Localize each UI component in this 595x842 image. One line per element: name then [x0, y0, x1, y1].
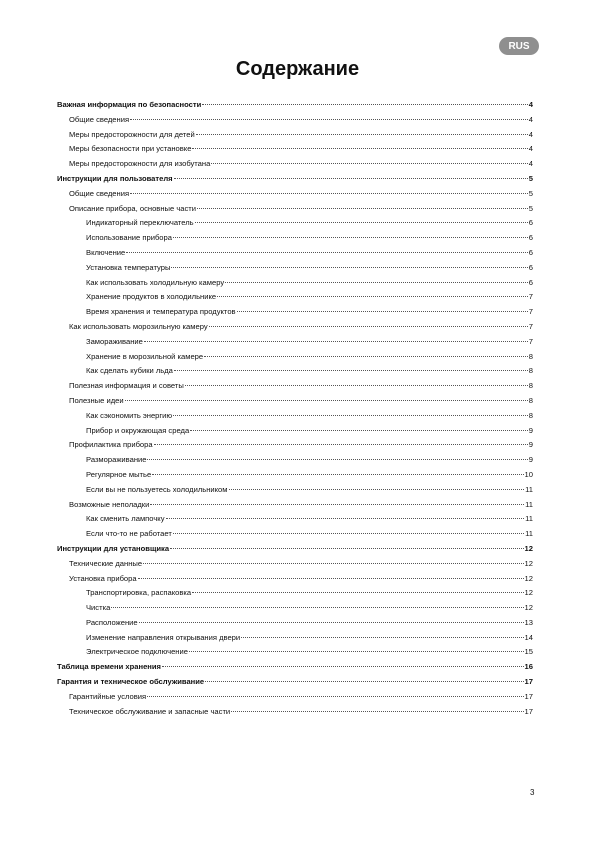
toc-entry-page: 10 [524, 469, 533, 479]
toc-entry-page: 12 [524, 573, 533, 583]
toc-entry-title: Индикаторный переключатель [86, 218, 194, 228]
toc-entry[interactable] [57, 128, 533, 143]
toc-entry-title: Гарантийные условия [69, 691, 147, 701]
toc-entry-title: Хранение продуктов в холодильнике [86, 292, 217, 302]
dot-leader [225, 282, 528, 283]
toc-entry[interactable] [57, 157, 533, 172]
dot-leader [173, 237, 528, 238]
dot-leader [192, 148, 527, 149]
toc-entry-page: 4 [528, 100, 533, 109]
toc-entry[interactable] [57, 468, 533, 483]
toc-entry-title: Общие сведения [69, 114, 130, 124]
toc-entry[interactable] [57, 261, 533, 276]
toc-entry-title: Установка температуры [86, 262, 171, 272]
dot-leader [231, 711, 523, 712]
toc-entry-page: 6 [528, 262, 533, 272]
toc-entry-page: 6 [528, 233, 533, 243]
toc-entry[interactable] [57, 202, 533, 217]
toc-entry-title: Транспортировка, распаковка [86, 588, 192, 598]
toc-entry[interactable] [57, 142, 533, 157]
toc-entry-page: 11 [525, 499, 533, 509]
dot-leader [138, 578, 524, 579]
toc-entry-title: Возможные неполадки [69, 499, 150, 509]
toc-entry-title: Изменение направления открывания двери [86, 632, 241, 642]
toc-entry-title: Полезные идеи [69, 395, 124, 405]
toc-entry[interactable] [57, 394, 533, 409]
dot-leader [147, 696, 523, 697]
dot-leader [217, 296, 528, 297]
toc-entry-title: Если вы не пользуетесь холодильником [86, 484, 228, 494]
toc-entry-title: Техническое обслуживание и запасные части [69, 706, 231, 716]
toc-entry[interactable] [57, 438, 533, 453]
dot-leader [195, 222, 528, 223]
dot-leader [143, 563, 523, 564]
toc-entry-title: Общие сведения [69, 188, 130, 198]
toc-entry-title: Профилактика прибора [69, 440, 153, 450]
toc-entry-title: Если что-то не работает [86, 529, 172, 539]
toc-entry-page: 7 [528, 292, 533, 302]
toc-entry-page: 4 [528, 159, 533, 169]
toc-entry[interactable] [57, 379, 533, 394]
dot-leader [147, 459, 527, 460]
toc-entry[interactable] [57, 483, 533, 498]
toc-entry-title: Меры безопасности при установке [69, 144, 192, 154]
toc-entry-title: Как использовать морозильную камеру [69, 321, 208, 331]
dot-leader [185, 385, 528, 386]
toc-entry[interactable] [57, 586, 533, 601]
dot-leader [205, 681, 523, 682]
toc-entry[interactable] [57, 305, 533, 320]
toc-entry[interactable] [57, 690, 533, 705]
toc-entry[interactable] [57, 512, 533, 527]
toc-entry-page: 5 [528, 188, 533, 198]
toc-entry-title: Инструкции для пользователя [57, 173, 173, 183]
toc-entry-title: Как сменить лампочку [86, 514, 165, 524]
toc-entry-title: Размораживание [86, 455, 147, 465]
toc-entry-title: Включение [86, 247, 126, 257]
toc-entry-page: 4 [528, 144, 533, 154]
toc-entry-title: Время хранения и температура продуктов [86, 307, 236, 317]
toc-entry[interactable] [57, 557, 533, 572]
toc-entry[interactable] [57, 645, 533, 660]
toc-entry-page: 7 [528, 321, 533, 331]
toc-entry-page: 11 [525, 529, 533, 539]
toc-entry[interactable] [57, 660, 533, 675]
toc-entry-page: 8 [528, 351, 533, 361]
page-title: Содержание [235, 58, 360, 80]
toc-entry[interactable] [57, 498, 533, 513]
toc-entry[interactable] [57, 705, 533, 720]
dot-leader [139, 622, 524, 623]
toc-entry-title: Меры предосторожности для детей [69, 129, 195, 139]
toc-entry-page: 4 [528, 129, 533, 139]
dot-leader [130, 193, 528, 194]
toc-entry-page: 12 [524, 543, 533, 553]
toc-entry[interactable] [57, 172, 533, 187]
toc-entry[interactable] [57, 320, 533, 335]
toc-entry-page: 17 [524, 691, 533, 701]
toc-entry-title: Хранение в морозильной камере [86, 351, 204, 361]
toc-entry[interactable] [57, 231, 533, 246]
dot-leader [144, 341, 528, 342]
toc-entry-page: 7 [528, 307, 533, 317]
dot-leader [162, 666, 524, 667]
toc-entry-page: 7 [528, 336, 533, 346]
toc-entry-page: 5 [528, 203, 533, 213]
toc-entry-page: 15 [524, 647, 533, 657]
toc-entry-page: 17 [524, 706, 533, 716]
toc-entry[interactable] [57, 409, 533, 424]
toc-entry-page: 8 [528, 381, 533, 391]
toc-entry[interactable] [57, 290, 533, 305]
dot-leader [192, 592, 523, 593]
dot-leader [166, 518, 525, 519]
toc-entry[interactable] [57, 276, 533, 291]
toc-entry-title: Использование прибора [86, 233, 172, 243]
toc-entry[interactable] [57, 113, 533, 128]
dot-leader [125, 400, 528, 401]
dot-leader [150, 504, 524, 505]
toc-entry-title: Замораживание [86, 336, 143, 346]
dot-leader [174, 178, 528, 179]
toc-entry-title: Таблица времени хранения [57, 662, 161, 672]
toc-entry-page: 4 [528, 114, 533, 124]
toc-entry[interactable] [57, 601, 533, 616]
toc-entry-title: Регулярное мытье [86, 469, 152, 479]
dot-leader [154, 444, 528, 445]
toc-entry[interactable] [57, 616, 533, 631]
toc-entry-page: 16 [524, 662, 533, 672]
toc-entry[interactable] [57, 424, 533, 439]
dot-leader [170, 548, 524, 549]
toc-entry-title: Чистка [86, 603, 111, 613]
toc-entry-page: 6 [528, 218, 533, 228]
toc-entry[interactable] [57, 350, 533, 365]
dot-leader [126, 252, 527, 253]
toc-entry-title: Полезная информация и советы [69, 381, 184, 391]
toc-entry-title: Расположение [86, 617, 138, 627]
toc-entry-page: 12 [524, 558, 533, 568]
toc-entry-page: 12 [524, 603, 533, 613]
toc-entry-page: 11 [525, 514, 533, 524]
toc-entry-title: Прибор и окружающая среда [86, 425, 190, 435]
dot-leader [211, 163, 527, 164]
toc-entry-page: 9 [528, 440, 533, 450]
toc-entry[interactable] [57, 572, 533, 587]
dot-leader [202, 104, 527, 105]
dot-leader [209, 326, 528, 327]
toc-entry[interactable] [57, 453, 533, 468]
dot-leader [174, 370, 528, 371]
page-number: 3 [530, 788, 535, 797]
toc-entry[interactable] [57, 187, 533, 202]
dot-leader [152, 474, 523, 475]
toc-entry-title: Важная информация по безопасности [57, 100, 202, 109]
dot-leader [241, 637, 523, 638]
dot-leader [173, 533, 524, 534]
toc-entry[interactable] [57, 335, 533, 350]
toc-entry-title: Как сделать кубики льда [86, 366, 173, 376]
table-of-contents [57, 98, 533, 719]
toc-entry-page: 6 [528, 277, 533, 287]
toc-entry-title: Установка прибора [69, 573, 137, 583]
toc-entry-title: Электрическое подключение [86, 647, 188, 657]
toc-entry-page: 12 [524, 588, 533, 598]
dot-leader [171, 267, 527, 268]
toc-entry-title: Как сэкономить энергию [86, 410, 173, 420]
dot-leader [196, 134, 528, 135]
toc-entry-title: Технические данные [69, 558, 143, 568]
toc-entry[interactable] [57, 631, 533, 646]
toc-entry-page: 17 [524, 677, 533, 687]
toc-entry-page: 13 [524, 617, 533, 627]
toc-entry-title: Меры предосторожности для изобутана [69, 159, 211, 169]
toc-entry-page: 11 [525, 484, 533, 494]
dot-leader [197, 208, 528, 209]
toc-entry-page: 8 [528, 395, 533, 405]
dot-leader [130, 119, 528, 120]
toc-entry[interactable] [57, 246, 533, 261]
toc-entry-page: 8 [528, 410, 533, 420]
toc-entry-page: 9 [528, 425, 533, 435]
dot-leader [111, 607, 523, 608]
dot-leader [190, 430, 528, 431]
toc-entry[interactable] [57, 98, 533, 113]
toc-entry-title: Инструкции для установщика [57, 543, 170, 553]
toc-entry[interactable] [57, 364, 533, 379]
toc-entry-page: 9 [528, 455, 533, 465]
language-badge: RUS [499, 37, 539, 55]
dot-leader [237, 311, 528, 312]
toc-entry-page: 8 [528, 366, 533, 376]
toc-entry-page: 5 [528, 173, 533, 183]
toc-entry-page: 14 [524, 632, 533, 642]
toc-entry[interactable] [57, 527, 533, 542]
toc-entry-title: Описание прибора, основные части [69, 203, 197, 213]
toc-entry-title: Как использовать холодильную камеру [86, 277, 225, 287]
dot-leader [173, 415, 528, 416]
toc-entry[interactable] [57, 542, 533, 557]
dot-leader [204, 356, 528, 357]
toc-entry-title: Гарантия и техническое обслуживание [57, 677, 205, 687]
toc-entry-page: 6 [528, 247, 533, 257]
toc-entry[interactable] [57, 675, 533, 690]
dot-leader [229, 489, 525, 490]
toc-entry[interactable] [57, 216, 533, 231]
dot-leader [189, 651, 524, 652]
